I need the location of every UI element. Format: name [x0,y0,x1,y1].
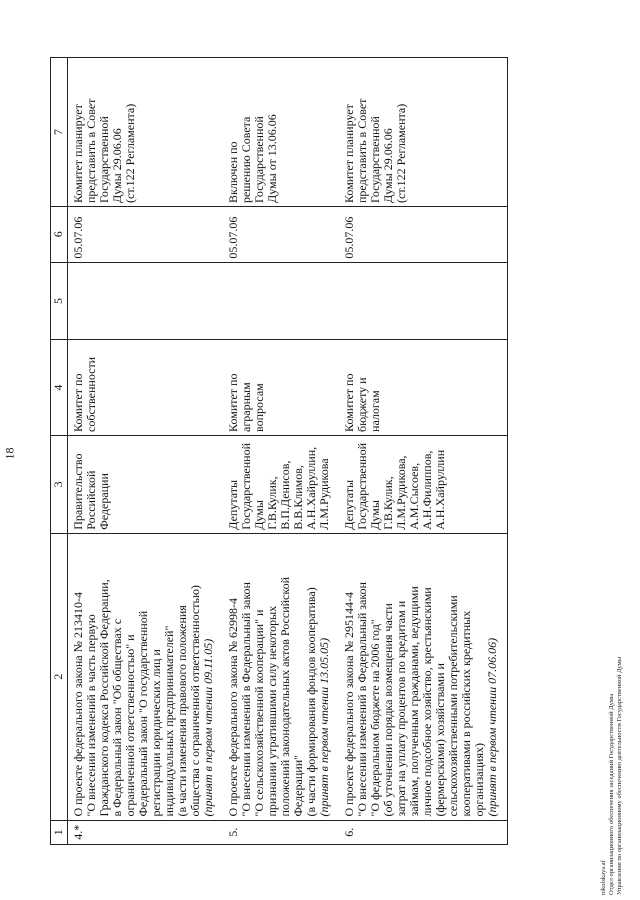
status-cell [223,58,339,207]
column-5-cell [339,262,508,340]
cell-line: аграрным [239,382,253,432]
status-cell [68,58,224,207]
cell-line: займам, полученным гражданами, ведущими [407,586,421,817]
cell-line: "О сельскохозяйственной кооперации" и [252,609,266,817]
cell-line: А.Н.Филиппов, [420,450,434,530]
date-cell: 05.07.06 [223,206,339,262]
cell-line: Федеральный закон "О государственной [136,610,150,817]
cell-line: "О внесении изменений в часть первую [84,614,98,817]
row-number: 6. [339,820,508,844]
cell-line: Комитет по [342,373,356,432]
cell-line: "О внесении изменений в Федеральный закон [239,582,253,817]
bill-author [223,435,339,533]
bill-description [223,533,339,820]
cell-line: Комитет по [71,373,85,432]
agenda-table [50,57,508,845]
cell-line: Государственной [355,442,369,530]
cell-line: Государственной [252,116,266,203]
cell-line: О проекте федерального закона № 62998-4 [226,597,240,817]
responsible-committee [68,340,224,436]
column-5-cell [68,262,224,340]
cell-line: А.Н.Хайруллин, [304,446,318,530]
cell-line: организациях) [472,743,486,817]
cell-line: Думы от 13.06.06 [265,114,279,203]
cell-line: сельскохозяйственными потребительскими [446,595,460,817]
column-header-1: 1 [51,820,68,844]
cell-line: представить в Совет [355,98,369,203]
first-reading-note: (принят в первом чтении 13.05.05) [317,637,331,817]
responsible-committee [339,340,508,436]
cell-line: Думы 29.06.06 [381,128,395,203]
cell-line: Л.М.Рудикова [317,458,331,530]
table-row [68,58,224,845]
cell-line: Депутаты [342,479,356,530]
cell-line: в Федеральный закон "Об обществах с [110,618,124,817]
cell-line: индивидуальных предпринимателей" [162,625,176,817]
table-body [68,58,508,845]
cell-line: регистрации юридических лиц и [149,649,163,817]
cell-line: Думы [252,500,266,530]
cell-line: Правительство [71,453,85,530]
cell-line: В.В.Климов, [291,465,305,530]
cell-line: (об уточнении порядка возмещения части [381,603,395,817]
cell-line: (в части формирования фондов кооператива) [304,587,318,817]
cell-line: Л.М.Рудикова, [394,455,408,530]
document-footer [600,535,624,895]
cell-line: Федерации [97,473,111,530]
bill-description [68,533,224,820]
responsible-committee [223,340,339,436]
column-header-6: 6 [51,206,68,262]
cell-line: Российской [84,470,98,530]
cell-line: О проекте федерального закона № 213410-4 [71,591,85,817]
column-header-5: 5 [51,262,68,340]
cell-line: А.М.Сысоев, [407,462,421,530]
table-header [51,58,68,845]
cell-line: "О федеральном бюджете на 2006 год" [368,619,382,817]
table-row [223,58,339,845]
row-number: 4.* [68,820,224,844]
cell-line: бюджету и налогам [355,377,382,432]
cell-line: (ст.122 Регламента) [394,103,408,203]
footer-line: nikolskaya.af [600,860,607,895]
column-header-2: 2 [51,533,68,820]
cell-line: общества с ограниченной ответственностью) [188,585,202,817]
cell-line: Г.В.Кулик, [265,476,279,530]
cell-line: вопросам [252,383,266,432]
cell-line: признании утратившими силу некоторых [265,605,279,817]
cell-line: Думы 29.06.06 [110,128,124,203]
bill-author [68,435,224,533]
cell-line: Федерации" [291,754,305,817]
cell-line: Государственной [239,442,253,530]
date-cell: 05.07.06 [339,206,508,262]
bill-author [339,435,508,533]
cell-line: Гражданского кодекса Российской Федерации, [97,579,111,817]
cell-line: ограниченной ответственностью" и [123,634,137,817]
footer-line: Отдел организационного обеспечения заседаний Государственной Думы [608,693,615,895]
cell-line: Комитет планирует [342,104,356,203]
column-header-7: 7 [51,58,68,207]
footer-line: Управления по организационному обеспечению деятельности Государственной Думы [616,656,623,895]
cell-line: представить в Совет [84,98,98,203]
cell-line: затрат на уплату процентов по кредитам и [394,600,408,817]
cell-line: собственности [84,356,98,432]
column-header-3: 3 [51,435,68,533]
column-5-cell [223,262,339,340]
cell-line: В.П.Денисов, [278,460,292,530]
first-reading-note: (принят в первом чтении 07.06.06) [485,637,499,817]
cell-line: (ст.122 Регламента) [123,103,137,203]
date-cell: 05.07.06 [68,206,224,262]
cell-line: Комитет по [226,373,240,432]
status-cell [339,58,508,207]
cell-line: О проекте федерального закона № 295144-4 [342,591,356,817]
cell-line: Депутаты [226,479,240,530]
cell-line: Включен по [226,141,240,203]
column-header-4: 4 [51,340,68,436]
row-number: 5. [223,820,339,844]
cell-line: личное подсобное хозяйство, крестьянскими [420,587,434,817]
first-reading-note: (принят в первом чтении 09.11.05) [201,638,215,817]
page-number: 18 [2,447,17,460]
agenda-table-wrapper [50,57,580,845]
cell-line: Комитет планирует [71,104,85,203]
cell-line: (фермерскими) хозяйствами и [433,663,447,817]
cell-line: Г.В.Кулик, [381,476,395,530]
cell-line: А.Н.Хайруллин [433,449,447,530]
table-row [339,58,508,845]
cell-line: (в части изменения правового положения [175,605,189,817]
cell-line: Думы [368,500,382,530]
cell-line: решению Совета [239,116,253,203]
cell-line: "О внесении изменений в Федеральный закон [355,582,369,817]
cell-line: Государственной [97,116,111,203]
cell-line: положений законодательных актов Российской [278,576,292,817]
bill-description [339,533,508,820]
header-row [51,58,68,845]
cell-line: Государственной [368,116,382,203]
cell-line: кооперативами в российских кредитных [459,610,473,817]
